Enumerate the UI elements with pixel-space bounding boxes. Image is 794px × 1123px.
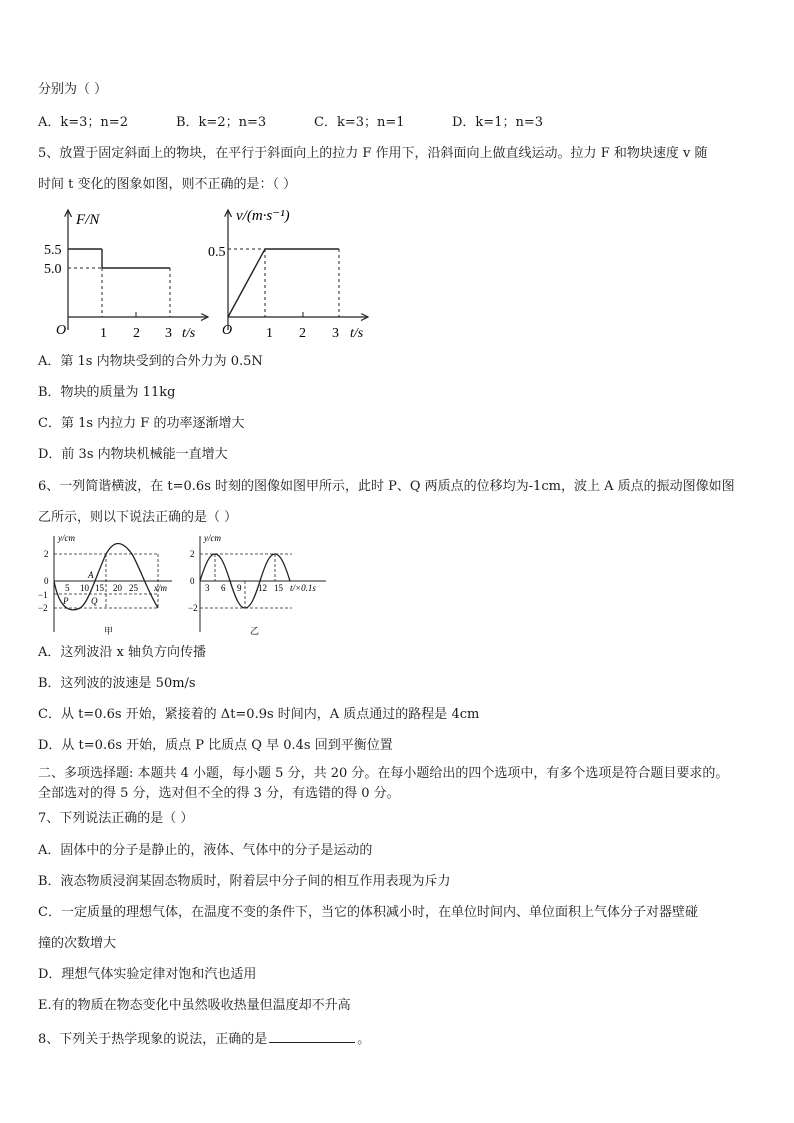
- q7-option-b: B．液态物质浸润某固态物质时，附着层中分子间的相互作用表现为斥力: [38, 874, 451, 889]
- q4-option-b: B．k=2；n=3: [176, 115, 267, 130]
- yi-xtick-9: 9: [237, 583, 242, 593]
- f-ylabel: F/N: [76, 212, 100, 228]
- q6-stem-line-2: 乙所示，则以下说法正确的是（ ）: [38, 510, 238, 525]
- q7-option-e: E.有的物质在物态变化中虽然吸收热量但温度却不升高: [38, 998, 351, 1013]
- f-xtick-3: 3: [165, 326, 172, 341]
- v-xlabel: t/s: [350, 326, 364, 341]
- yi-xtick-15: 15: [274, 583, 283, 593]
- yi-ytick-0: 0: [190, 576, 195, 586]
- yi-xtick-6: 6: [221, 583, 226, 593]
- yi-caption: 乙: [250, 626, 260, 636]
- v-origin: O: [222, 323, 233, 338]
- v-xtick-2: 2: [299, 326, 306, 341]
- jia-point-q: Q: [91, 596, 98, 606]
- q8-stem-text: 8、下列关于热学现象的说法，正确的是: [38, 1032, 268, 1047]
- q5-force-time-graph: [36, 200, 216, 342]
- yi-ytick-m2: −2: [188, 603, 198, 613]
- q4-option-c: C．k=3；n=1: [314, 115, 405, 130]
- v-xtick-3: 3: [332, 326, 339, 341]
- q4-stem-tail: 分别为（ ）: [38, 82, 108, 97]
- yi-xtick-3: 3: [205, 583, 210, 593]
- section2-instructions-line-2: 全部选对的得 5 分，选对但不全的得 3 分，有选错的得 0 分。: [38, 786, 400, 801]
- q6-option-d: D．从 t=0.6s 开始，质点 P 比质点 Q 早 0.4s 回到平衡位置: [38, 738, 393, 753]
- q6-option-b: B．这列波的波速是 50m/s: [38, 676, 196, 691]
- v-ytick-0.5: 0.5: [208, 245, 226, 260]
- yi-xtick-12: 12: [258, 583, 267, 593]
- q7-option-d: D．理想气体实验定律对饱和汽也适用: [38, 967, 257, 982]
- v-xtick-1: 1: [266, 326, 273, 341]
- q7-option-c-cont: 撞的次数增大: [38, 936, 117, 951]
- q5-option-a: A．第 1s 内物块受到的合外力为 0.5N: [38, 354, 263, 369]
- yi-xlabel: t/×0.1s: [290, 583, 316, 593]
- q8-stem: [38, 1030, 370, 1048]
- q6-option-c: C．从 t=0.6s 开始，紧接着的 Δt=0.9s 时间内，A 质点通过的路程是 4cm: [38, 707, 480, 722]
- f-ytick-5.0: 5.0: [44, 262, 62, 277]
- jia-ytick-0: 0: [44, 576, 49, 586]
- q6-wave-graph-jia: [36, 532, 176, 640]
- yi-ytick-2: 2: [190, 549, 195, 559]
- q5-option-c: C．第 1s 内拉力 F 的功率逐渐增大: [38, 416, 245, 431]
- section2-instructions-line-1: 二、多项选择题: 本题共 4 小题，每小题 5 分，共 20 分。在每小题给出的四个选项中，有多个选项是符合题目要求的。: [38, 766, 729, 781]
- q5-stem-line-2: 时间 t 变化的图象如图，则不正确的是：（ ）: [38, 177, 297, 192]
- yi-ylabel: y/cm: [204, 533, 221, 543]
- f-ytick-5.5: 5.5: [44, 243, 62, 258]
- q6-stem-line-1: 6、一列简谐横波，在 t=0.6s 时刻的图像如图甲所示，此时 P、Q 两质点的位移均为-1cm，波上 A 质点的振动图像如图: [38, 479, 735, 494]
- q7-option-c: C．一定质量的理想气体，在温度不变的条件下，当它的体积减小时，在单位时间内、单位面积上气体分子对器壁碰: [38, 905, 698, 920]
- q8-answer-blank: [269, 1030, 355, 1043]
- v-ylabel: v/(m·s⁻¹): [236, 208, 290, 224]
- jia-xtick-15: 15: [95, 583, 104, 593]
- q5-option-d: D．前 3s 内物块机械能一直增大: [38, 447, 228, 462]
- jia-xtick-10: 10: [80, 583, 89, 593]
- jia-ylabel: y/cm: [58, 533, 75, 543]
- f-xtick-1: 1: [100, 326, 107, 341]
- q6-option-a: A．这列波沿 x 轴负方向传播: [38, 645, 206, 660]
- q7-stem: 7、下列说法正确的是（ ）: [38, 811, 194, 826]
- jia-xtick-25: 25: [129, 583, 138, 593]
- f-xtick-2: 2: [133, 326, 140, 341]
- f-xlabel: t/s: [182, 326, 196, 341]
- q7-option-a: A．固体中的分子是静止的，液体、气体中的分子是运动的: [38, 843, 373, 858]
- jia-xlabel: x/m: [154, 583, 167, 593]
- q5-velocity-time-graph: [196, 200, 376, 342]
- jia-ytick-m1: −1: [38, 590, 48, 600]
- q5-stem-line-1: 5、放置于固定斜面上的物块，在平行于斜面向上的拉力 F 作用下，沿斜面向上做直线运动。拉力 F 和物块速度 v 随: [38, 146, 708, 161]
- jia-xtick-5: 5: [65, 583, 70, 593]
- q8-stem-end: 。: [357, 1032, 371, 1047]
- v-segment-0: [228, 249, 265, 317]
- jia-point-p: P: [63, 596, 69, 606]
- jia-caption: 甲: [104, 626, 114, 636]
- jia-ytick-m2: −2: [38, 603, 48, 613]
- jia-xtick-20: 20: [113, 583, 122, 593]
- q4-option-d: D．k=1；n=3: [452, 115, 544, 130]
- q4-option-a: A．k=3；n=2: [38, 115, 128, 130]
- jia-ytick-2: 2: [44, 549, 49, 559]
- q6-vibration-graph-yi: [190, 532, 330, 640]
- q5-option-b: B．物块的质量为 11kg: [38, 385, 176, 400]
- f-origin: O: [56, 323, 67, 338]
- jia-point-a: A: [88, 570, 94, 580]
